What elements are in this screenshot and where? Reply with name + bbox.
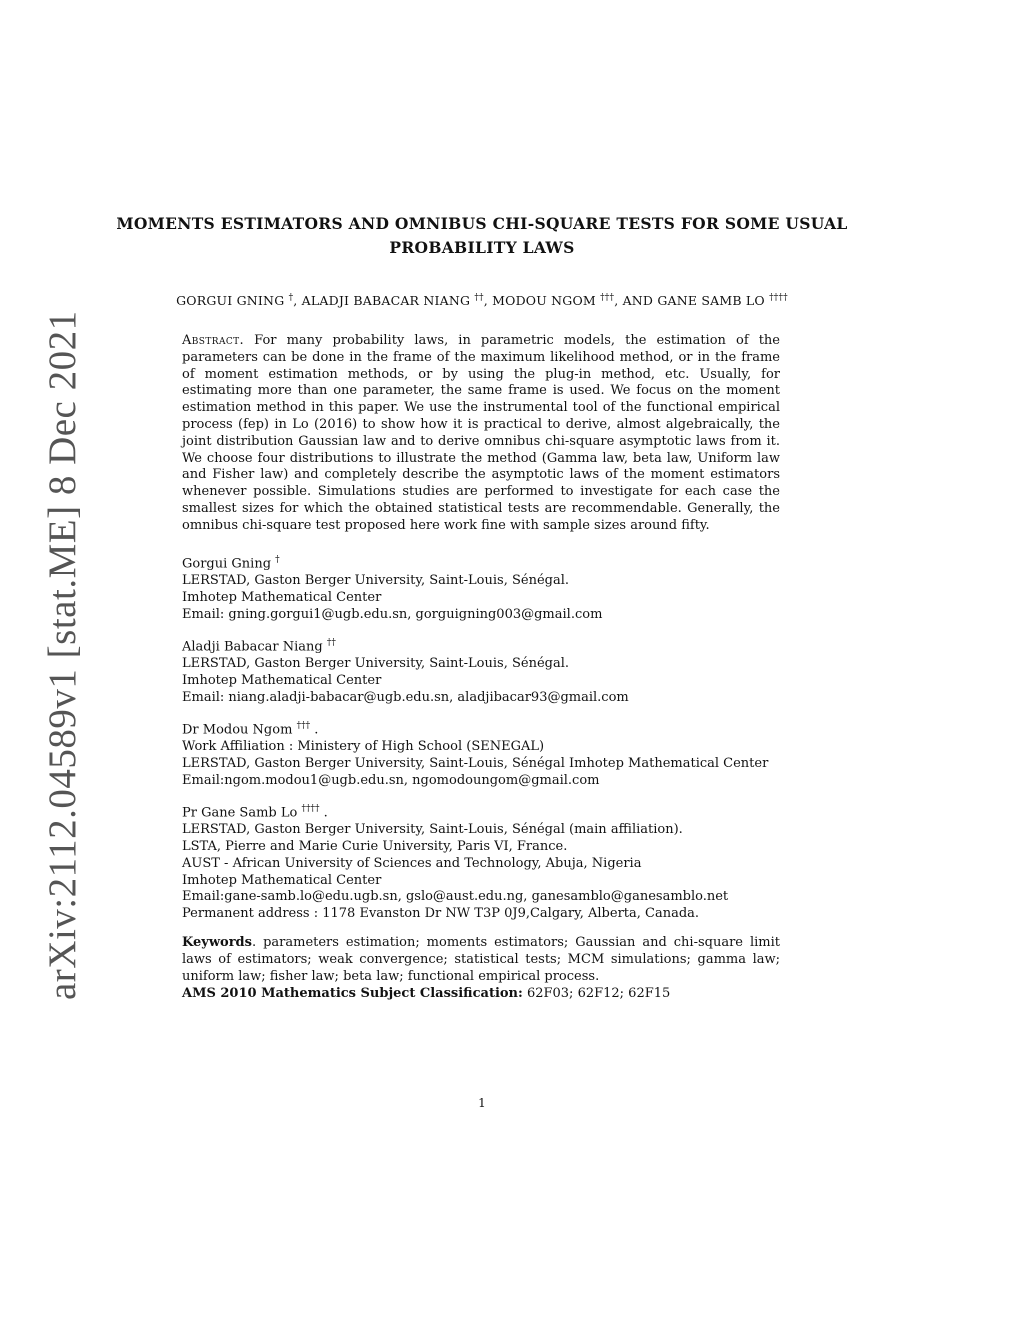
author-name: GORGUI GNING xyxy=(176,293,285,309)
affiliation-name: Pr Gane Samb Lo xyxy=(182,805,298,821)
affiliation-mark: † xyxy=(275,555,280,565)
paper-title xyxy=(100,212,864,260)
author-name: GANE SAMB LO xyxy=(657,293,765,309)
affiliation-email: Email: gning.gorgui1@ugb.edu.sn, gorguigning003@gmail.com xyxy=(182,606,603,622)
ams-codes: 62F03; 62F12; 62F15 xyxy=(526,986,671,1001)
affiliation-suffix: . xyxy=(323,805,328,821)
affiliation-line: LERSTAD, Gaston Berger University, Saint-Louis, Sénégal. xyxy=(182,573,570,589)
title-line-1: MOMENTS ESTIMATORS AND OMNIBUS CHI-SQUARE TESTS FOR SOME USUAL xyxy=(116,214,848,233)
title-line-2: PROBABILITY LAWS xyxy=(389,238,575,257)
affiliation-line: AUST - African University of Sciences and Technology, Abuja, Nigeria xyxy=(182,855,642,871)
page-number: 1 xyxy=(478,1096,486,1110)
author-mark: ††† xyxy=(600,293,615,303)
affiliation-line: Imhotep Mathematical Center xyxy=(182,589,382,605)
author-separator: , xyxy=(293,293,302,309)
author-mark: †††† xyxy=(769,293,788,303)
affiliation-line: Imhotep Mathematical Center xyxy=(182,872,382,888)
ams-classification xyxy=(182,986,670,1003)
affiliation-ngom xyxy=(182,718,802,790)
affiliation-line: LSTA, Pierre and Marie Curie University, Paris VI, France. xyxy=(182,838,568,854)
abstract-text: For many probability laws, in parametric models, the estimation of the parameters can be done in the frame of the maximum likelihood method, or in the frame of moment estimation methods, or by using the plug-in method, etc. Usually, for estimating more than one parameter, the same frame is used. We focus on the moment estimation method in this paper. We use the instrumental tool of the functional empirical process (fep) in Lo (2016) to show how it is practical to derive, almost algebraically, the joint distribution Gaussian law and to derive omnibus chi-square asymptotic laws from it. We choose four distributions to illustrate the method (Gamma law, beta law, Uniform law and Fisher law) and completely describe the asymptotic laws of the moment estimators whenever possible. Simulations studies are performed to investigate for each case the smallest sizes for which the obtained statistical tests are recommendable. Generally, the omnibus chi-square test proposed here work fine with sample sizes around fifty. xyxy=(182,333,780,533)
affiliation-lo xyxy=(182,801,802,923)
author-separator: , xyxy=(483,293,493,309)
abstract xyxy=(182,333,780,535)
author-name: ALADJI BABACAR NIANG xyxy=(301,293,471,309)
author-separator: , AND xyxy=(614,293,658,309)
affiliation-gning xyxy=(182,552,802,624)
affiliation-name: Gorgui Gning xyxy=(182,556,272,572)
author-list xyxy=(100,289,864,310)
affiliation-address: Permanent address : 1178 Evanston Dr NW T3P 0J9,Calgary, Alberta, Canada. xyxy=(182,906,700,922)
affiliation-mark: ††† xyxy=(296,721,311,731)
author-mark: † xyxy=(288,293,294,303)
ams-label: AMS 2010 Mathematics Subject Classification: xyxy=(182,986,523,1001)
abstract-label: Abstract. xyxy=(182,333,245,348)
affiliation-name: Aladji Babacar Niang xyxy=(182,639,323,655)
affiliation-line: LERSTAD, Gaston Berger University, Saint-Louis, Sénégal (main affiliation). xyxy=(182,822,683,838)
arxiv-identifier: arXiv:2112.04589v1 [stat.ME] 8 Dec 2021 xyxy=(41,310,84,1000)
affiliation-line: Work Affiliation : Ministery of High School (SENEGAL) xyxy=(182,739,545,755)
affiliation-name: Dr Modou Ngom xyxy=(182,722,293,738)
keywords-text: . parameters estimation; moments estimators; Gaussian and chi-square limit laws of estimators; weak convergence; statistical tests; MCM simulations; gamma law; uniform law; fisher law; beta law; functional empirical process. xyxy=(182,935,780,984)
affiliation-email: Email:gane-samb.lo@edu.ugb.sn, gslo@aust.edu.ng, ganesamblo@ganesamblo.net xyxy=(182,889,729,905)
affiliation-email: Email: niang.aladji-babacar@ugb.edu.sn, aladjibacar93@gmail.com xyxy=(182,689,629,705)
affiliation-mark: †† xyxy=(326,638,336,648)
affiliation-niang xyxy=(182,635,802,707)
affiliation-mark: †††† xyxy=(301,804,320,814)
affiliation-line: LERSTAD, Gaston Berger University, Saint-Louis, Sénégal Imhotep Mathematical Center xyxy=(182,755,769,771)
keywords xyxy=(182,935,780,985)
keywords-label: Keywords xyxy=(182,935,252,950)
affiliation-line: Imhotep Mathematical Center xyxy=(182,672,382,688)
author-name: MODOU NGOM xyxy=(492,293,596,309)
affiliation-suffix: . xyxy=(314,722,319,738)
affiliation-line: LERSTAD, Gaston Berger University, Saint-Louis, Sénégal. xyxy=(182,656,570,672)
affiliation-email: Email:ngom.modou1@ugb.edu.sn, ngomodoungom@gmail.com xyxy=(182,772,600,788)
author-mark: †† xyxy=(474,293,484,303)
